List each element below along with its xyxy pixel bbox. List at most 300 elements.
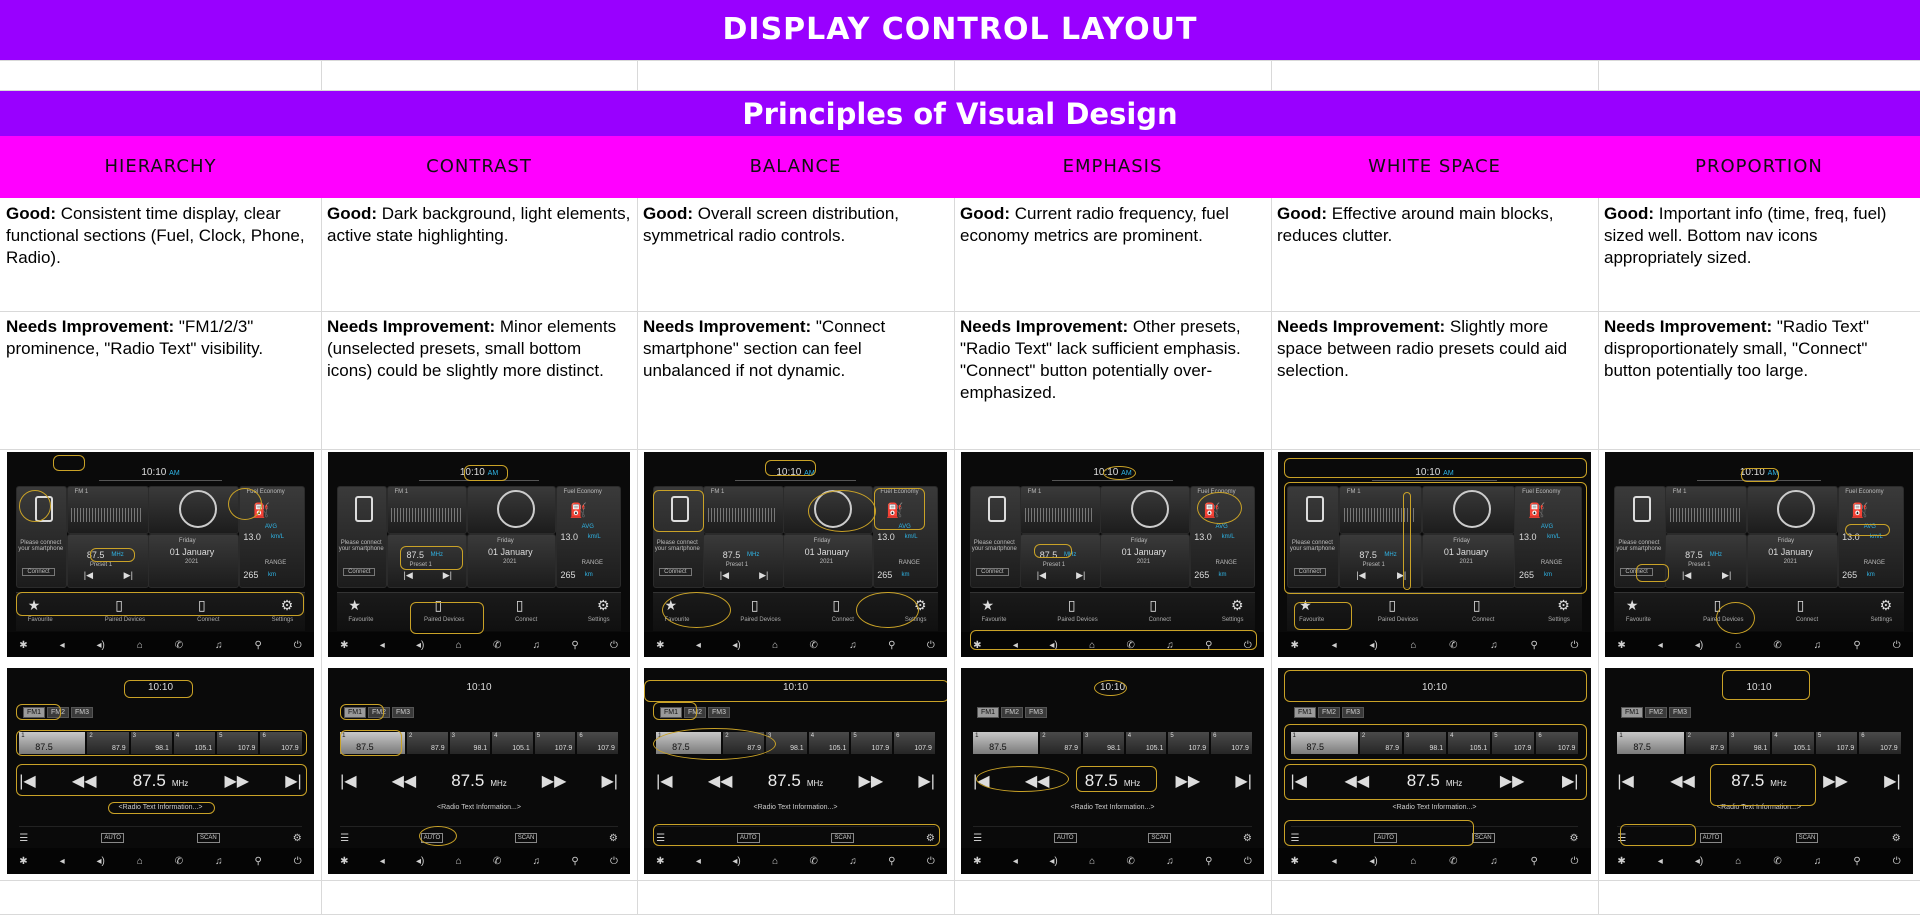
gear-icon[interactable]: ⚙ (608, 832, 618, 844)
dock-label[interactable]: Paired Devices (1703, 617, 1744, 623)
preset-number: 4 (1774, 733, 1778, 739)
band-tab[interactable]: FM1 (660, 707, 682, 718)
skip-forward-icon[interactable]: ▶| (1884, 773, 1901, 790)
grid-divider (0, 60, 1920, 61)
preset-button[interactable] (1126, 732, 1167, 754)
skip-back-icon[interactable]: |◀ (340, 773, 357, 790)
power-icon[interactable]: ⏻ (293, 856, 302, 867)
gear-icon[interactable]: ⚙ (925, 832, 935, 844)
dock-label[interactable]: Settings (271, 617, 294, 623)
music-icon[interactable]: ♫ (1166, 856, 1174, 867)
volume-down-icon[interactable]: ◂ (59, 640, 65, 651)
scan-button[interactable]: SCAN (1148, 833, 1171, 843)
volume-down-icon[interactable]: ◂ (695, 640, 701, 651)
auto-button[interactable]: AUTO (101, 833, 124, 843)
preset-button[interactable] (851, 732, 892, 754)
fast-forward-icon[interactable]: ▶▶ (1823, 773, 1848, 790)
dock-label[interactable]: Favourite (981, 617, 1007, 623)
seat-icon[interactable]: ⚲ (1530, 640, 1538, 651)
range-value: 265 (1519, 570, 1535, 580)
connect-button[interactable]: Connect (976, 568, 1008, 576)
volume-down-icon[interactable]: ◂ (1657, 640, 1663, 651)
system-bar (328, 848, 630, 874)
phone-icon[interactable]: ▯ (434, 597, 443, 613)
column-header: CONTRAST (426, 156, 532, 177)
gear-icon[interactable]: ⚙ (292, 832, 302, 844)
preset-number: 4 (494, 733, 498, 739)
grid-divider (1271, 449, 1272, 668)
star-icon[interactable]: ★ (664, 597, 678, 613)
preset-button[interactable] (577, 732, 618, 754)
volume-up-icon[interactable]: ◂) (1694, 640, 1704, 651)
home-screen-screenshot (961, 452, 1264, 657)
power-icon[interactable]: ⏻ (926, 856, 935, 867)
preset-button[interactable] (450, 732, 491, 754)
scan-button[interactable]: SCAN (197, 833, 220, 843)
preset-number: 1 (342, 733, 346, 739)
annotation-highlight (1741, 468, 1780, 482)
call-icon[interactable]: ✆ (1773, 856, 1782, 867)
preset-number: 4 (175, 733, 180, 739)
dock-labels (981, 617, 1243, 623)
music-icon[interactable]: ♫ (1490, 640, 1498, 651)
power-icon[interactable]: ⏻ (1892, 640, 1901, 651)
annotation-highlight (653, 702, 697, 720)
fan-icon[interactable]: ✱ (656, 856, 665, 867)
system-icons (1291, 856, 1579, 867)
music-icon[interactable]: ♫ (215, 856, 223, 867)
mhz-text: MHz (430, 552, 444, 558)
rewind-icon[interactable]: ◀◀ (1670, 773, 1695, 790)
band-tab[interactable]: FM2 (684, 707, 706, 718)
grid-divider (1598, 449, 1599, 668)
music-icon[interactable]: ♫ (849, 640, 857, 651)
column-header: WHITE SPACE (1368, 156, 1501, 177)
home-icon[interactable]: ⌂ (772, 640, 779, 651)
music-icon[interactable]: ♫ (532, 856, 541, 867)
call-icon[interactable]: ✆ (1126, 640, 1135, 651)
volume-up-icon[interactable]: ◂) (416, 640, 425, 651)
rewind-icon[interactable]: ◀◀ (71, 773, 97, 790)
annotation-highlight (16, 592, 304, 616)
skip-back-icon[interactable]: |◀ (1290, 773, 1307, 790)
phone-icon[interactable]: ▯ (1472, 597, 1481, 613)
fan-icon[interactable]: ✱ (19, 856, 28, 867)
auto-button[interactable]: AUTO (737, 833, 760, 843)
home-icon[interactable]: ⌂ (136, 640, 143, 651)
skip-forward-icon[interactable]: ▶| (918, 773, 935, 790)
band-tab[interactable]: FM1 (1294, 707, 1316, 718)
preset-number: 4 (1127, 733, 1132, 739)
home-icon[interactable]: ⌂ (136, 856, 143, 867)
preset-button[interactable] (1168, 732, 1209, 754)
avg-text: AVG (1863, 524, 1876, 530)
volume-down-icon[interactable]: ◂ (1012, 640, 1018, 651)
tuning-controls (340, 768, 618, 794)
dock-label[interactable]: Connect (1148, 617, 1171, 623)
dock-label[interactable]: Connect (1472, 617, 1495, 623)
preset-button[interactable] (973, 732, 1038, 754)
gear-icon[interactable]: ⚙ (1891, 832, 1901, 844)
seat-icon[interactable]: ⚲ (888, 856, 896, 867)
fan-icon[interactable]: ✱ (19, 640, 28, 651)
preset-number: 4 (810, 733, 815, 739)
dock-label[interactable]: Connect (831, 617, 854, 623)
preset-button[interactable] (1729, 732, 1770, 754)
home-icon[interactable]: ⌂ (1735, 856, 1742, 867)
music-icon[interactable]: ♫ (532, 640, 541, 651)
power-icon[interactable]: ⏻ (1243, 856, 1252, 867)
phone-icon[interactable]: ▯ (1388, 597, 1397, 613)
home-icon[interactable]: ⌂ (455, 640, 462, 651)
dock-label[interactable]: Paired Devices (424, 617, 465, 623)
band-tab[interactable]: FM2 (1001, 707, 1023, 718)
prev-icon: |◀ (83, 570, 94, 580)
grid-divider (321, 668, 322, 915)
cell-body: Other presets, "Radio Text" lack sufficient emphasis. "Connect" button potentially over-emphasized. (960, 317, 1241, 402)
auto-button[interactable]: AUTO (1374, 833, 1397, 843)
phone-icon[interactable]: ▯ (832, 597, 841, 613)
list-icon[interactable]: ☰ (1617, 832, 1627, 844)
call-icon[interactable]: ✆ (492, 640, 502, 651)
annotation-highlight (662, 592, 731, 628)
dock-label[interactable]: Settings (587, 617, 610, 623)
preset-frequency: 87.5 (989, 742, 1007, 752)
call-icon[interactable]: ✆ (492, 856, 502, 867)
call-icon[interactable]: ✆ (1449, 856, 1458, 867)
volume-up-icon[interactable]: ◂) (1369, 856, 1378, 867)
seat-icon[interactable]: ⚲ (1205, 856, 1213, 867)
seat-icon[interactable]: ⚲ (254, 856, 262, 867)
system-bar (961, 848, 1264, 874)
current-frequency (768, 771, 824, 791)
volume-up-icon[interactable]: ◂) (416, 856, 425, 867)
phone-icon[interactable]: ▯ (115, 597, 123, 613)
preset-button[interactable] (1816, 732, 1857, 754)
band-tab[interactable]: FM3 (1025, 707, 1047, 718)
dock-label[interactable]: Favourite (348, 617, 374, 623)
preset-number: 3 (1731, 733, 1735, 739)
rewind-icon[interactable]: ◀◀ (1024, 773, 1050, 790)
call-icon[interactable]: ✆ (1126, 856, 1135, 867)
skip-forward-icon[interactable]: ▶| (1235, 773, 1252, 790)
music-icon[interactable]: ♫ (1813, 640, 1822, 651)
power-icon[interactable]: ⏻ (609, 856, 618, 867)
call-icon[interactable]: ✆ (1773, 640, 1782, 651)
fan-icon[interactable]: ✱ (1617, 640, 1626, 651)
system-bar (1278, 848, 1591, 874)
preset-button[interactable] (1083, 732, 1124, 754)
home-icon[interactable]: ⌂ (1410, 640, 1417, 651)
music-icon[interactable]: ♫ (1813, 856, 1822, 867)
dock-label[interactable]: Connect (1795, 617, 1819, 623)
fast-forward-icon[interactable]: ▶▶ (1499, 773, 1525, 790)
skip-forward-icon[interactable]: ▶| (1562, 773, 1579, 790)
auto-button[interactable]: AUTO (1054, 833, 1077, 843)
gear-icon[interactable]: ⚙ (1557, 597, 1570, 613)
fan-icon[interactable]: ✱ (340, 640, 349, 651)
preset-button[interactable] (535, 732, 576, 754)
annotation-highlight (419, 826, 457, 846)
seat-icon[interactable]: ⚲ (1853, 640, 1861, 651)
preset-button[interactable] (1772, 732, 1813, 754)
dock-label[interactable]: Favourite (1625, 617, 1651, 623)
frequency-text: 87.5 (722, 550, 741, 560)
band-tab[interactable]: FM2 (1645, 707, 1667, 718)
list-icon[interactable]: ☰ (656, 832, 666, 844)
phone-icon[interactable]: ▯ (1713, 597, 1722, 613)
connect-button[interactable]: Connect (1620, 568, 1652, 576)
star-icon[interactable]: ★ (981, 597, 995, 613)
fan-icon[interactable]: ✱ (1290, 856, 1299, 867)
fan-icon[interactable]: ✱ (1290, 640, 1299, 651)
system-icons (19, 640, 301, 651)
music-icon[interactable]: ♫ (215, 640, 223, 651)
volume-down-icon[interactable]: ◂ (1657, 856, 1663, 867)
phone-icon[interactable]: ▯ (1067, 597, 1076, 613)
annotation-highlight (976, 766, 1069, 792)
star-icon[interactable]: ★ (1299, 597, 1312, 613)
fan-icon[interactable]: ✱ (656, 640, 665, 651)
power-icon[interactable]: ⏻ (926, 640, 935, 651)
star-icon[interactable]: ★ (348, 597, 361, 613)
fuel-value: 13.0 (877, 532, 895, 542)
connect-button[interactable]: Connect (22, 568, 54, 576)
annotation-highlight (808, 490, 877, 532)
grid-divider (1598, 668, 1599, 915)
power-icon[interactable]: ⏻ (1243, 640, 1252, 651)
auto-button[interactable]: AUTO (1700, 833, 1723, 843)
bottom-dock (1614, 592, 1904, 631)
dock-label[interactable]: Paired Devices (1057, 617, 1098, 623)
dock-label[interactable]: Settings (1870, 617, 1893, 623)
volume-up-icon[interactable]: ◂) (1049, 856, 1058, 867)
range-value: 265 (1194, 570, 1210, 580)
connect-button[interactable]: Connect (659, 568, 691, 576)
preset-frequency: 98.1 (790, 745, 804, 752)
annotation-highlight (1094, 680, 1126, 696)
preset-number: 5 (1170, 733, 1174, 739)
scan-button[interactable]: SCAN (515, 833, 538, 843)
band-tab[interactable]: FM2 (368, 707, 390, 718)
home-icon[interactable]: ⌂ (1089, 640, 1096, 651)
gear-icon[interactable]: ⚙ (280, 597, 294, 613)
seat-icon[interactable]: ⚲ (1205, 640, 1213, 651)
fast-forward-icon[interactable]: ▶▶ (858, 773, 884, 790)
range-unit: km (1218, 572, 1227, 578)
phone-icon[interactable]: ▯ (1149, 597, 1158, 613)
preset-button[interactable] (1686, 732, 1727, 754)
scan-button[interactable]: SCAN (1472, 833, 1495, 843)
gear-icon[interactable]: ⚙ (1879, 597, 1893, 613)
volume-up-icon[interactable]: ◂) (732, 856, 741, 867)
cell-label: Needs Improvement: (643, 317, 812, 336)
fan-icon[interactable]: ✱ (1617, 856, 1626, 867)
fast-forward-icon[interactable]: ▶▶ (1175, 773, 1201, 790)
band-tab[interactable]: FM2 (1318, 707, 1340, 718)
call-icon[interactable]: ✆ (1449, 640, 1458, 651)
preset-button[interactable] (407, 732, 448, 754)
dock-label[interactable]: Favourite (664, 617, 690, 623)
seat-icon[interactable]: ⚲ (254, 640, 262, 651)
music-icon[interactable]: ♫ (849, 856, 857, 867)
volume-up-icon[interactable]: ◂) (1369, 640, 1378, 651)
music-icon[interactable]: ♫ (1166, 640, 1174, 651)
home-icon[interactable]: ⌂ (455, 856, 462, 867)
connect-button[interactable]: Connect (1294, 568, 1326, 576)
star-icon[interactable]: ★ (27, 597, 41, 613)
preset-number: 2 (1361, 733, 1366, 739)
range-value: 265 (243, 570, 259, 580)
gear-icon[interactable]: ⚙ (1569, 832, 1579, 844)
list-icon[interactable]: ☰ (1290, 832, 1300, 844)
rewind-icon[interactable]: ◀◀ (1344, 773, 1370, 790)
dock-label[interactable]: Favourite (27, 617, 53, 623)
call-icon[interactable]: ✆ (174, 640, 184, 651)
rewind-icon[interactable]: ◀◀ (391, 773, 417, 790)
power-icon[interactable]: ⏻ (609, 640, 618, 651)
volume-up-icon[interactable]: ◂) (732, 640, 741, 651)
volume-up-icon[interactable]: ◂) (1049, 640, 1058, 651)
preset-number: 3 (1084, 733, 1089, 739)
frequency-value: 87.5 (1084, 771, 1118, 790)
volume-up-icon[interactable]: ◂) (1694, 856, 1704, 867)
gear-icon[interactable]: ⚙ (1230, 597, 1244, 613)
preset-button[interactable] (492, 732, 533, 754)
band-tab[interactable]: FM2 (47, 707, 69, 718)
preset-button[interactable] (809, 732, 850, 754)
phone-icon[interactable]: ▯ (515, 597, 524, 613)
gear-icon[interactable]: ⚙ (913, 597, 927, 613)
seat-icon[interactable]: ⚲ (571, 856, 579, 867)
time-text: 10:10 (141, 467, 167, 478)
skip-back-icon[interactable]: |◀ (19, 773, 36, 790)
seat-icon[interactable]: ⚲ (571, 640, 579, 651)
seat-icon[interactable]: ⚲ (888, 640, 896, 651)
dock-label[interactable]: Favourite (1299, 617, 1325, 623)
preset-button[interactable] (894, 732, 935, 754)
auto-button[interactable]: AUTO (421, 833, 444, 843)
dock-label[interactable]: Settings (1548, 617, 1570, 623)
band-tab[interactable]: FM3 (708, 707, 730, 718)
fast-forward-icon[interactable]: ▶▶ (224, 773, 250, 790)
band-tab[interactable]: FM3 (1669, 707, 1691, 718)
band-tab[interactable]: FM3 (392, 707, 414, 718)
band-tab[interactable]: FM3 (1342, 707, 1364, 718)
call-icon[interactable]: ✆ (809, 856, 818, 867)
fuel-title: Fuel Economy (246, 489, 285, 495)
scan-button[interactable]: SCAN (831, 833, 854, 843)
preset-frequency: 105.1 (1469, 745, 1488, 752)
seat-icon[interactable]: ⚲ (1853, 856, 1861, 867)
dock-label[interactable]: Paired Devices (740, 617, 781, 623)
home-icon[interactable]: ⌂ (772, 856, 779, 867)
dock-label[interactable]: Settings (1221, 617, 1244, 623)
needs-improvement-cell (637, 311, 952, 449)
preset-button[interactable] (1040, 732, 1081, 754)
volume-down-icon[interactable]: ◂ (1012, 856, 1018, 867)
skip-back-icon[interactable]: |◀ (656, 773, 673, 790)
phone-icon[interactable]: ▯ (197, 597, 206, 613)
skip-forward-icon[interactable]: ▶| (285, 773, 302, 790)
music-icon[interactable]: ♫ (1490, 856, 1498, 867)
volume-down-icon[interactable]: ◂ (1331, 856, 1337, 867)
list-icon[interactable]: ☰ (340, 832, 350, 844)
dock-label[interactable]: Paired Devices (1377, 617, 1419, 623)
volume-down-icon[interactable]: ◂ (59, 856, 65, 867)
call-icon[interactable]: ✆ (809, 640, 818, 651)
star-icon[interactable]: ★ (1625, 597, 1639, 613)
fan-icon[interactable]: ✱ (973, 856, 982, 867)
fuel-value: 13.0 (1842, 532, 1860, 542)
home-icon[interactable]: ⌂ (1410, 856, 1417, 867)
volume-down-icon[interactable]: ◂ (379, 856, 385, 867)
volume-up-icon[interactable]: ◂) (96, 640, 105, 651)
rewind-icon[interactable]: ◀◀ (707, 773, 733, 790)
band-tab[interactable]: FM1 (23, 707, 45, 718)
call-icon[interactable]: ✆ (174, 856, 184, 867)
power-icon[interactable]: ⏻ (293, 640, 302, 651)
fan-icon[interactable]: ✱ (340, 856, 349, 867)
band-selector (977, 707, 1047, 718)
connect-button[interactable]: Connect (343, 568, 375, 576)
preset-button[interactable] (1211, 732, 1252, 754)
band-tab[interactable]: FM1 (344, 707, 366, 718)
range-value: 265 (1842, 570, 1858, 580)
volume-down-icon[interactable]: ◂ (1331, 640, 1337, 651)
volume-down-icon[interactable]: ◂ (379, 640, 385, 651)
list-icon[interactable]: ☰ (973, 832, 983, 844)
system-bar (7, 632, 314, 657)
next-icon: ▶| (759, 570, 769, 580)
skip-back-icon[interactable]: |◀ (1617, 773, 1634, 790)
annotation-highlight (124, 680, 194, 698)
phone-icon[interactable]: ▯ (750, 597, 759, 613)
band-tab[interactable]: FM1 (977, 707, 999, 718)
band-tab[interactable]: FM1 (1621, 707, 1643, 718)
annotation-highlight (1722, 670, 1810, 700)
dock-label[interactable]: Connect (197, 617, 220, 623)
dock-label[interactable]: Paired Devices (104, 617, 146, 623)
fast-forward-icon[interactable]: ▶▶ (541, 773, 567, 790)
cell-body: Overall screen distribution, symmetrical radio controls. (643, 204, 900, 245)
dock-label[interactable]: Settings (904, 617, 927, 623)
volume-up-icon[interactable]: ◂) (96, 856, 105, 867)
gear-icon[interactable]: ⚙ (1242, 832, 1252, 844)
preset-button[interactable] (1617, 732, 1683, 754)
skip-forward-icon[interactable]: ▶| (601, 773, 618, 790)
phone-icon[interactable]: ▯ (1796, 597, 1805, 613)
seat-icon[interactable]: ⚲ (1530, 856, 1538, 867)
dock-label[interactable]: Connect (514, 617, 538, 623)
home-icon[interactable]: ⌂ (1089, 856, 1096, 867)
scan-button[interactable]: SCAN (1796, 833, 1819, 843)
preset-frequency: 87.5 (1306, 742, 1325, 752)
home-icon[interactable]: ⌂ (1735, 640, 1742, 651)
skip-back-icon[interactable]: |◀ (973, 773, 990, 790)
band-tab[interactable]: FM3 (71, 707, 93, 718)
volume-down-icon[interactable]: ◂ (695, 856, 701, 867)
preset-button[interactable] (1859, 732, 1900, 754)
gear-icon[interactable]: ⚙ (597, 597, 610, 613)
list-icon[interactable]: ☰ (19, 832, 29, 844)
fan-icon[interactable]: ✱ (973, 640, 982, 651)
preset-number: 2 (1687, 733, 1691, 739)
power-icon[interactable]: ⏻ (1892, 856, 1901, 867)
power-icon[interactable]: ⏻ (1570, 640, 1579, 651)
power-icon[interactable]: ⏻ (1570, 856, 1579, 867)
annotation-highlight (1034, 544, 1072, 558)
